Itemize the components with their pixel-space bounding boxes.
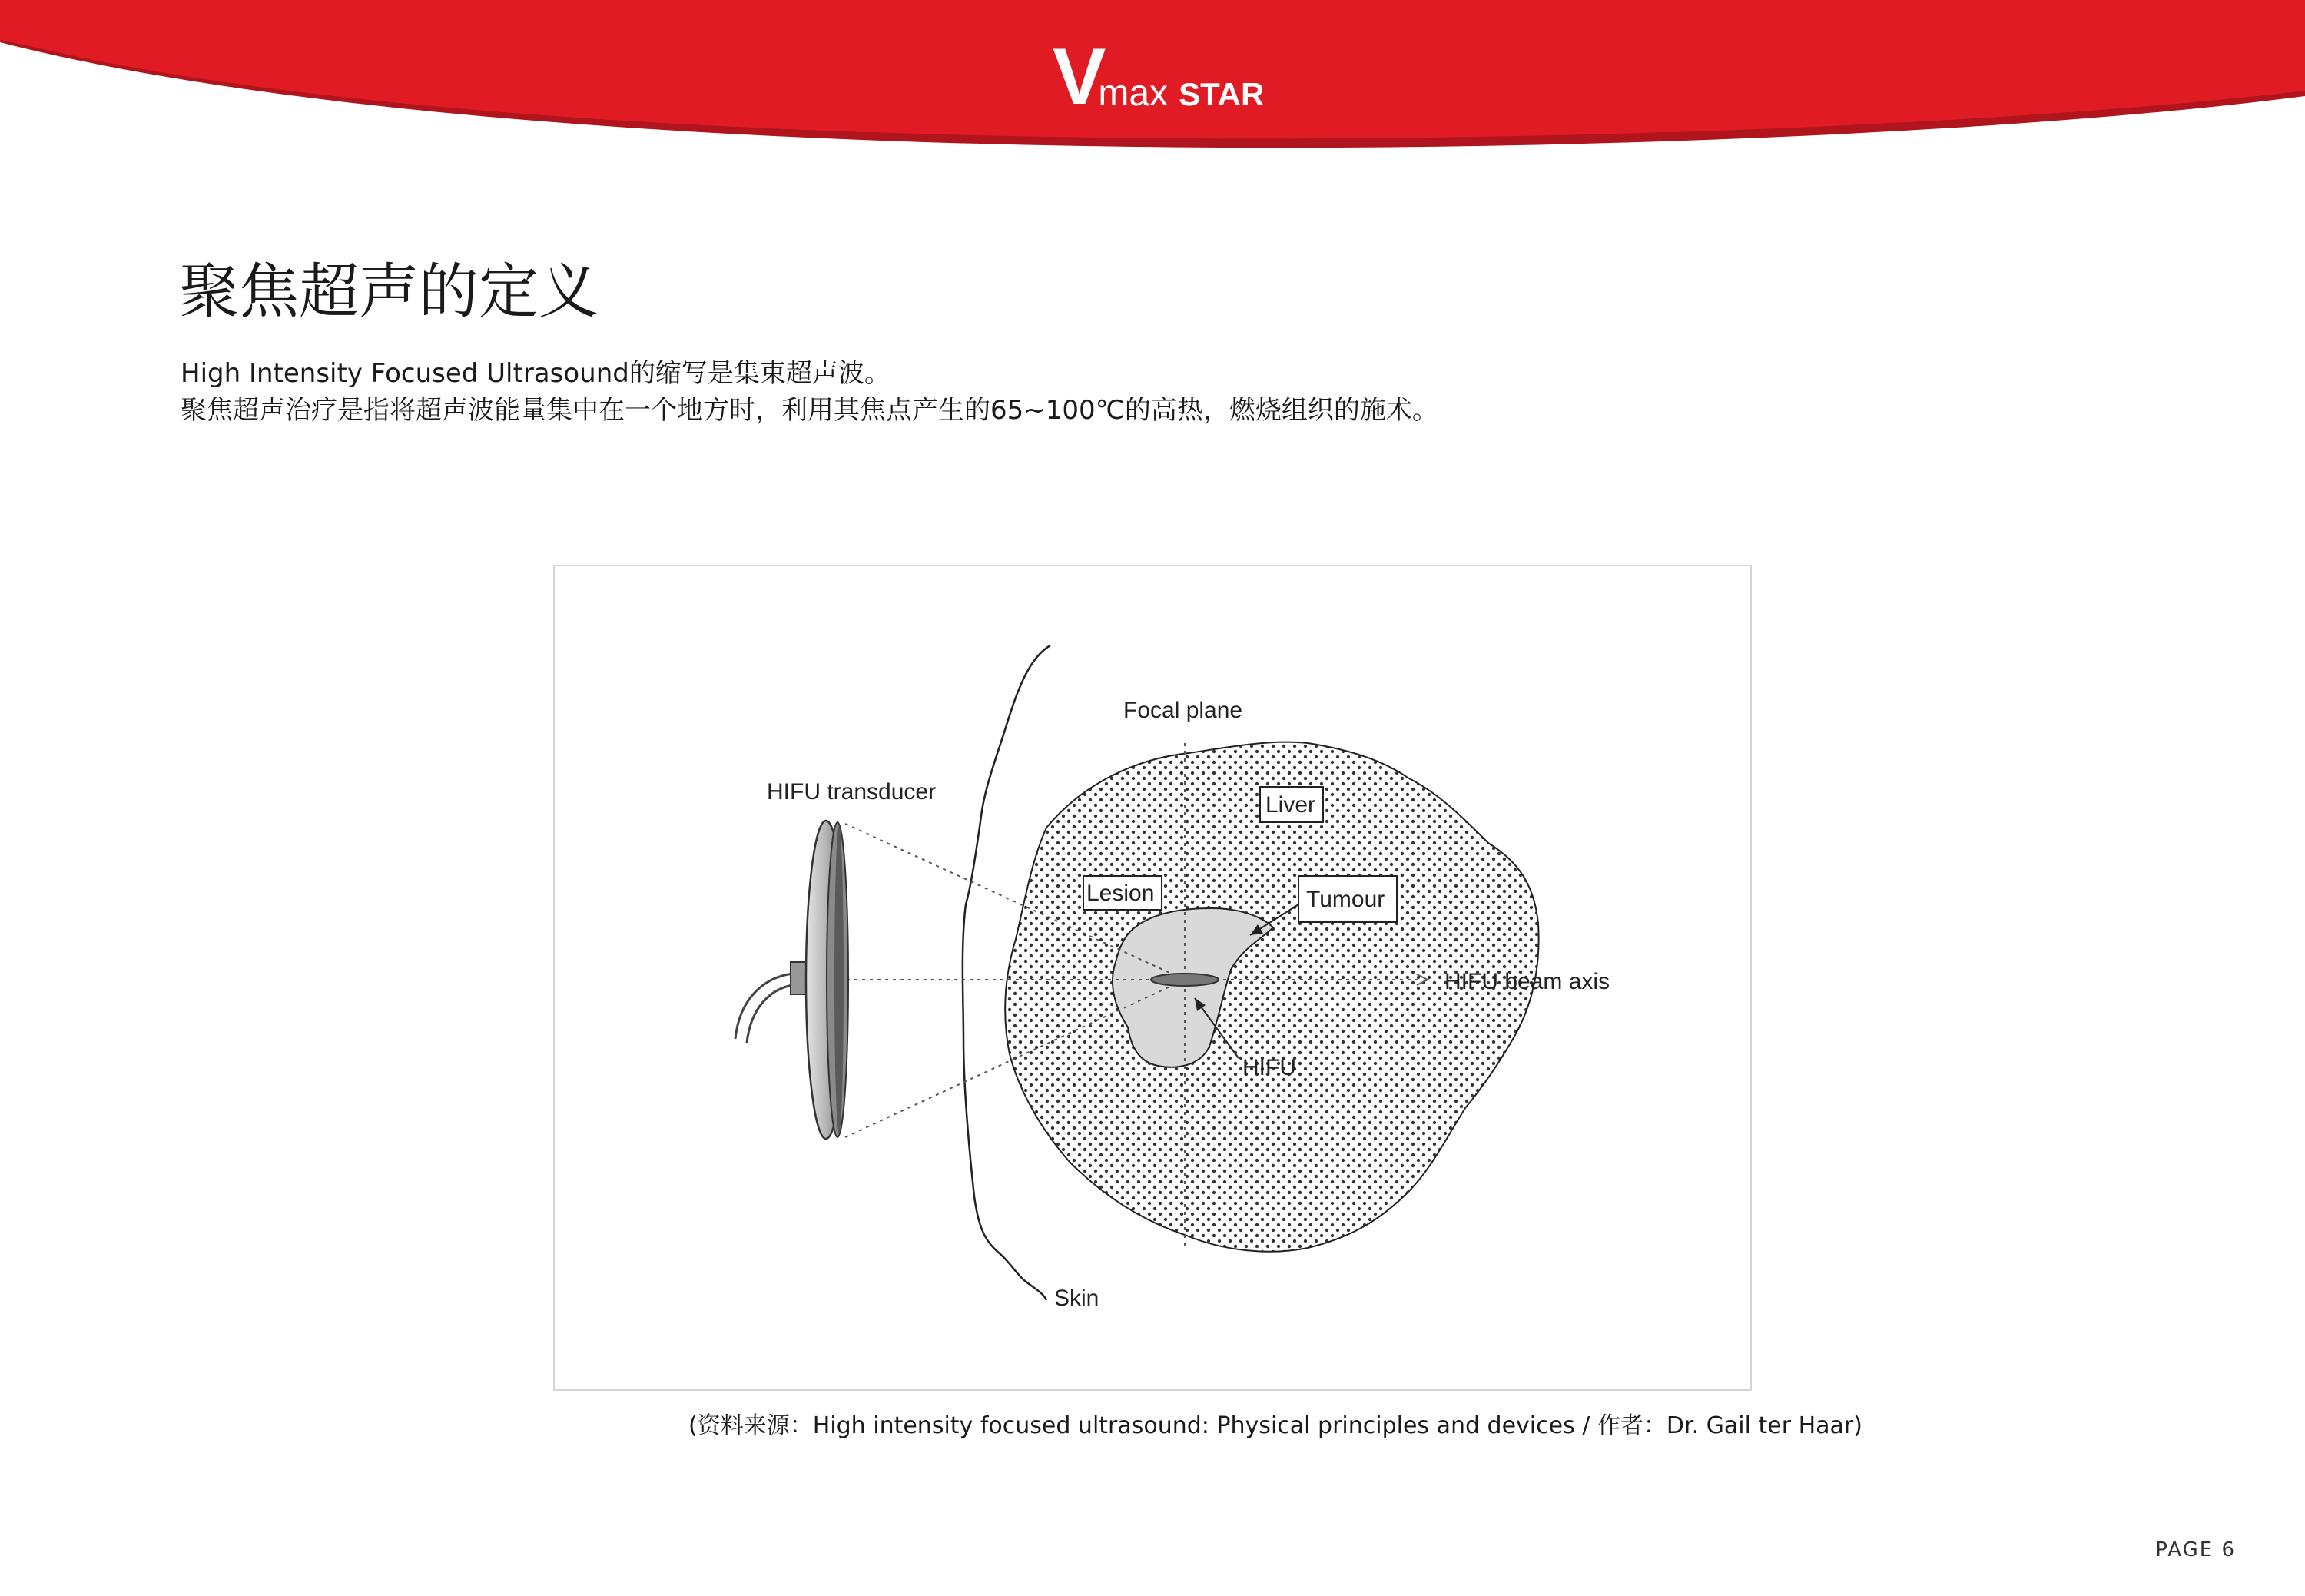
transducer-connector <box>791 962 806 994</box>
page-number: PAGE 6 <box>2155 1538 2236 1561</box>
label-lesion: Lesion <box>1086 881 1155 906</box>
label-tumour: Tumour <box>1306 887 1385 912</box>
hifu-focus <box>1151 974 1219 986</box>
logo-star: STAR <box>1179 76 1265 112</box>
vmax-star-logo <box>1053 32 1265 121</box>
hifu-transducer-icon <box>806 821 848 1139</box>
label-liver: Liver <box>1265 792 1316 818</box>
label-hifu: HIFU <box>1242 1055 1296 1080</box>
description-line-2: 聚焦超声治疗是指将超声波能量集中在一个地方时，利用其焦点产生的65~100℃的高热，燃烧组织的施术。 <box>181 395 1438 426</box>
description-line-1: High Intensity Focused Ultrasound的缩写是集束超声波。 <box>181 358 890 389</box>
label-focal-plane: Focal plane <box>1123 698 1243 723</box>
hifu-diagram <box>555 566 1750 1389</box>
figure-source-caption: (资料来源：High intensity focused ultrasound: Physical principles and devices / 作者：Dr. Gail ter Haar) <box>688 1412 1862 1439</box>
label-beam-axis: HIFU beam axis <box>1444 969 1610 994</box>
label-skin: Skin <box>1054 1286 1099 1311</box>
page-title: 聚焦超声的定义 <box>179 257 599 327</box>
description <box>181 355 1438 429</box>
logo-v: V <box>1053 32 1103 121</box>
hifu-diagram-figure <box>553 565 1752 1391</box>
transducer-cable <box>735 974 793 1039</box>
logo-max: max <box>1098 73 1169 114</box>
label-hifu-transducer: HIFU transducer <box>767 779 937 805</box>
